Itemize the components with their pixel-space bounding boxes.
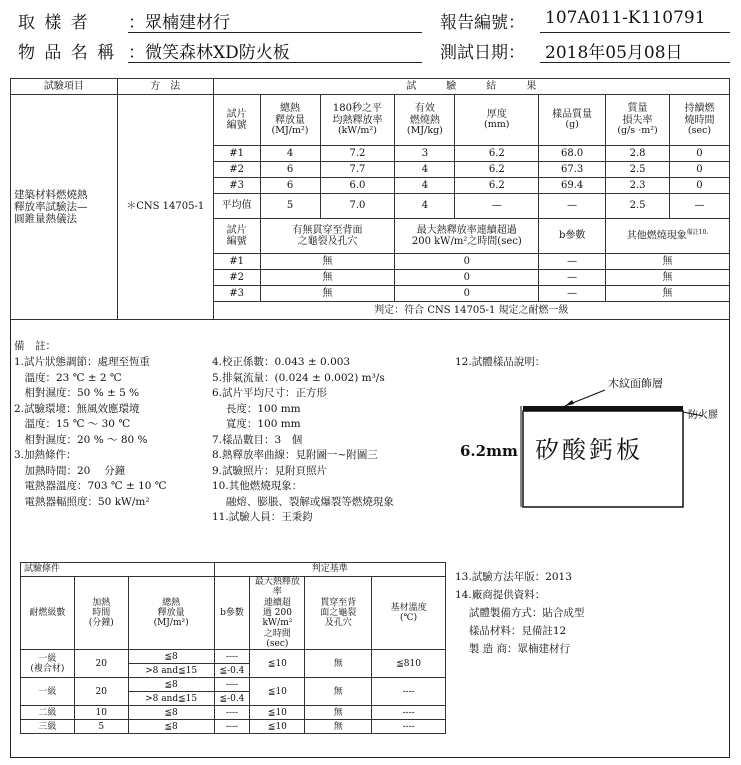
- criteria-header: 判定基準: [214, 563, 446, 577]
- table-cell: #2: [213, 270, 260, 286]
- text-line: 10.其他燃燒現象：: [212, 480, 303, 492]
- table-cell: 20: [74, 678, 128, 706]
- col-fire-grade: 耐燃級數: [21, 577, 75, 650]
- table-cell: 6: [260, 162, 320, 178]
- text-line: 編號: [226, 236, 247, 247]
- text-line: (分鐘): [88, 618, 114, 629]
- table-cell: 4: [395, 162, 455, 178]
- table-cell: —: [539, 254, 606, 270]
- text-line: 13.試驗方法年版：2013: [455, 571, 572, 583]
- table-cell: ≦8: [128, 720, 214, 734]
- sampler-value: ：眾楠建材行: [128, 13, 230, 33]
- table-cell: ≦-0.4: [214, 664, 250, 678]
- table-row: [21, 706, 446, 720]
- table-cell: 2.3: [606, 178, 670, 194]
- text-line: 樣品材料：見備註12: [455, 625, 567, 637]
- method-cell: ＊CNS 14705-1: [117, 95, 213, 320]
- text-line: 建築材料燃燒熱: [14, 188, 88, 201]
- table-cell: 無: [260, 286, 395, 302]
- text-line: 1.試片狀態調節：處理至恆重: [14, 356, 151, 368]
- table-cell: 3: [395, 146, 455, 162]
- table-cell: 無: [260, 270, 395, 286]
- table-cell: 一級: [21, 678, 75, 706]
- header-method: 方 法: [117, 79, 213, 95]
- text-line: 4.校正係數：0.043 ± 0.003: [212, 356, 351, 368]
- table-cell: >8 and≦15: [128, 664, 214, 678]
- col-heating-time: [74, 577, 128, 650]
- text-line: 5.排氣流量：(0.024 ± 0.002) m³/s: [212, 371, 385, 384]
- text-line: 11.試驗人員：王秉鈞: [212, 511, 313, 523]
- underline: [128, 32, 422, 33]
- text-line: 面之龜裂: [320, 608, 357, 619]
- text-line: 200 kW/m²之時間(sec): [411, 236, 522, 247]
- text-line: (kW/m²): [337, 125, 377, 137]
- decor-layer-label: 木紋面飾層: [608, 377, 663, 390]
- table-cell: 0: [669, 162, 729, 178]
- text-line: 圓錐量熱儀法: [14, 213, 77, 226]
- text-line: 相對濕度：20 % ～ 80 %: [14, 433, 148, 446]
- col-burning-duration: [669, 95, 729, 146]
- table-cell: 69.4: [539, 178, 606, 194]
- product-name-value: ：微笑森林XD防火板: [128, 43, 290, 63]
- text-line: 連續超: [263, 597, 291, 608]
- table-cell: #1: [213, 254, 260, 270]
- text-line: 製 造 商：眾楠建材行: [455, 643, 571, 655]
- text-line: 厚度: [486, 108, 507, 120]
- text-line: 其他燃燒現象: [626, 230, 687, 242]
- board-label: 矽酸鈣板: [535, 436, 643, 464]
- notes-left: [14, 355, 167, 510]
- table-cell: 5: [74, 720, 128, 734]
- table-cell: >8 and≦15: [128, 692, 214, 706]
- table-cell: 無: [606, 254, 730, 270]
- table-cell: —: [455, 194, 539, 219]
- col-mass-loss-rate: [606, 95, 670, 146]
- text-line: 試片: [226, 108, 247, 120]
- text-line: (sec): [687, 125, 712, 137]
- table-cell: ≦-0.4: [214, 692, 250, 706]
- test-item-cell: [11, 95, 118, 320]
- table-cell: #2: [213, 162, 260, 178]
- header-test-item: 試驗項目: [11, 79, 118, 95]
- text-line: (複合材): [30, 663, 65, 674]
- text-line: 過 200 kW/m²: [262, 608, 293, 629]
- text-line: 相對濕度：50 % ± 5 %: [14, 387, 140, 399]
- product-name-label: [18, 38, 116, 63]
- table-cell: —: [539, 286, 606, 302]
- table-cell: 4: [395, 194, 455, 219]
- text-line: 加熱: [92, 597, 111, 608]
- table-cell: 5: [260, 194, 320, 219]
- text-line: 3.加熱條件：: [14, 449, 77, 461]
- table-cell: 6.2: [455, 162, 539, 178]
- test-date-value: 2018年05月08日: [545, 43, 683, 63]
- table-cell: 67.3: [539, 162, 606, 178]
- thickness-label: 6.2mm: [460, 442, 518, 460]
- text-line: 試體製備方式：貼合成型: [455, 607, 585, 619]
- table-cell: ≦810: [372, 650, 446, 678]
- text-line: 試片: [226, 224, 247, 236]
- table-cell: 無: [305, 706, 372, 720]
- table-cell: 6.2: [455, 146, 539, 162]
- table-cell: ----: [372, 706, 446, 720]
- text-line: (sec): [266, 639, 289, 650]
- text-line: 樣品質量: [552, 108, 593, 120]
- text-line: 燒時間: [684, 114, 715, 126]
- text-line: 8.熱釋放率曲線：見附圖一~附圖三: [212, 449, 378, 461]
- text-line: 最大熱釋放率: [254, 577, 300, 598]
- table-cell: ≦8: [128, 678, 214, 692]
- text-line: 2.試驗環境：無風效應環境: [14, 402, 140, 415]
- table-cell: ----: [214, 720, 250, 734]
- test-date-label: 測試日期：: [440, 43, 525, 63]
- underline: [128, 62, 422, 63]
- col-b-param: b參數: [214, 577, 250, 650]
- adhesive-label: 防火膠: [688, 410, 718, 421]
- text-line: 及孔穴: [324, 618, 352, 629]
- text-line: 溫度：23 ℃ ± 2 ℃: [14, 371, 122, 384]
- col-thickness: [455, 95, 539, 146]
- col-total-heat-release: [260, 95, 320, 146]
- table-cell: ≦8: [128, 650, 214, 664]
- text-line: 融熔、膨脹、裂解或爆裂等燃燒現象: [212, 495, 394, 508]
- header-test-result: 試 驗 結 果: [213, 79, 729, 95]
- text-line: 物 品 名 稱: [18, 43, 117, 63]
- text-line: 之龜裂及孔穴: [297, 236, 358, 247]
- table-cell: 無: [305, 650, 372, 678]
- text-line: 備註10.: [686, 229, 709, 237]
- sample-description-title: 12.試體樣品說明：: [455, 356, 546, 368]
- table-cell: ----: [214, 678, 250, 692]
- table-cell: #3: [213, 286, 260, 302]
- col-total-heat: [128, 577, 214, 650]
- report-number-label: 報告編號：: [440, 13, 525, 33]
- notes-middle: [212, 355, 394, 526]
- table-cell: 平均值: [213, 194, 260, 219]
- table-cell: 6.0: [320, 178, 395, 194]
- table-cell: 7.7: [320, 162, 395, 178]
- text-line: (℃): [400, 613, 418, 624]
- fire-rating-standards-table: [20, 562, 446, 734]
- text-line: 電熱器輻照度：50 kW/m²: [14, 495, 150, 508]
- text-line: 貫穿至背: [320, 597, 357, 608]
- text-line: (g/s ·m²): [617, 125, 658, 137]
- table-cell: 無: [305, 678, 372, 706]
- text-line: (MJ/m²): [153, 618, 189, 629]
- table-cell: 無: [305, 720, 372, 734]
- text-line: 釋放量: [275, 114, 306, 126]
- text-line: 電熱器溫度：703 ℃ ± 10 ℃: [14, 480, 167, 492]
- table-cell: ----: [372, 720, 446, 734]
- table-cell: ≦8: [128, 706, 214, 720]
- col-other-phenomena: [606, 219, 730, 254]
- text-line: 一級: [38, 653, 57, 664]
- report-number-value: 107A011-K110791: [545, 8, 706, 28]
- text-line: 損失率: [622, 114, 653, 126]
- table-cell: 0: [669, 178, 729, 194]
- text-line: 長度：100 mm: [212, 402, 301, 415]
- text-line: 之時間: [263, 628, 291, 639]
- col-substrate-temp: [372, 577, 446, 650]
- table-cell: ≦10: [250, 650, 305, 678]
- table-cell: ≦10: [250, 678, 305, 706]
- table-cell: 0: [395, 286, 539, 302]
- table-cell: 0: [395, 254, 539, 270]
- text-line: 總熱: [280, 103, 301, 115]
- col-effective-heat-combustion: [395, 95, 455, 146]
- text-line: 取 樣 者: [18, 13, 90, 33]
- text-line: 燃燒熱: [409, 114, 440, 126]
- col-specimen-no: [213, 95, 260, 146]
- table-row: [21, 678, 446, 692]
- text-line: 質量: [627, 103, 648, 115]
- text-line: 6.試片平均尺寸：正方形: [212, 387, 328, 399]
- col-cracks-holes: [260, 219, 395, 254]
- table-cell: —: [669, 194, 729, 219]
- text-line: (g): [565, 119, 579, 131]
- text-line: 加熱時間：20 分鐘: [14, 464, 126, 477]
- test-conditions-header: 試驗條件: [21, 563, 215, 577]
- table-cell: 二級: [21, 706, 75, 720]
- text-line: 14.廠商提供資料：: [455, 589, 546, 601]
- col-max-hrr-duration: [395, 219, 539, 254]
- table-cell: 68.0: [539, 146, 606, 162]
- underline: [540, 62, 730, 63]
- text-line: 有無貫穿至背面: [292, 224, 363, 236]
- table-cell: —: [539, 194, 606, 219]
- table-cell: 2.5: [606, 162, 670, 178]
- table-cell: ----: [214, 706, 250, 720]
- text-line: 7.樣品數目：3 個: [212, 433, 303, 446]
- table-cell: 7.0: [320, 194, 395, 219]
- text-line: 9.試驗照片：見附頁照片: [212, 464, 328, 477]
- text-line: (MJ/kg): [406, 125, 443, 137]
- col-sample-mass: [539, 95, 606, 146]
- table-cell: 10: [74, 706, 128, 720]
- table-cell: 2.8: [606, 146, 670, 162]
- col-cracks: [305, 577, 372, 650]
- text-line: 總熱: [162, 597, 181, 608]
- table-cell: ----: [214, 650, 250, 664]
- text-line: 釋放率試驗法—: [14, 200, 88, 213]
- table-cell: 無: [606, 286, 730, 302]
- table-cell: 無: [606, 270, 730, 286]
- text-line: 均熱釋放率: [332, 114, 383, 126]
- text-line: 180秒之平: [332, 103, 382, 115]
- table-cell: 0: [395, 270, 539, 286]
- notes-title: 備 註：: [14, 340, 56, 352]
- underline: [540, 32, 730, 33]
- table-cell: 4: [395, 178, 455, 194]
- test-results-table: [10, 78, 730, 320]
- text-line: (MJ/m²): [271, 125, 309, 137]
- table-cell: 7.2: [320, 146, 395, 162]
- text-line: 寬度：100 mm: [212, 418, 301, 430]
- text-line: 時間: [92, 608, 111, 619]
- col-specimen-no-2: [213, 219, 260, 254]
- notes-right: [455, 568, 584, 658]
- text-line: 編號: [226, 120, 247, 131]
- text-line: 持續燃: [684, 103, 715, 115]
- table-cell: 20: [74, 650, 128, 678]
- arrow-icon: [565, 400, 574, 406]
- sampler-label: [18, 8, 90, 33]
- col-b-parameter: b參數: [539, 219, 606, 254]
- table-cell: 6.2: [455, 178, 539, 194]
- table-cell: [21, 650, 75, 678]
- table-cell: #1: [213, 146, 260, 162]
- text-line: (mm): [484, 119, 510, 131]
- table-cell: ----: [372, 678, 446, 706]
- table-cell: ≦10: [250, 706, 305, 720]
- text-line: 釋放量: [157, 608, 185, 619]
- col-avg-heat-release-rate: [320, 95, 395, 146]
- text-line: 最大熱釋放率連續超過: [416, 224, 517, 236]
- table-cell: 三級: [21, 720, 75, 734]
- text-line: 基材溫度: [390, 602, 427, 613]
- table-cell: 0: [669, 146, 729, 162]
- table-cell: #3: [213, 178, 260, 194]
- text-line: 溫度：15 ℃ ～ 30 ℃: [14, 418, 131, 430]
- table-row: [21, 720, 446, 734]
- text-line: 有效: [414, 103, 435, 115]
- col-max-hrr: [250, 577, 305, 650]
- table-row: [21, 650, 446, 664]
- judgment-row: 判定：符合 CNS 14705-1 規定之耐燃一級: [213, 302, 729, 320]
- table-cell: 6: [260, 178, 320, 194]
- table-cell: 無: [260, 254, 395, 270]
- table-cell: 2.5: [606, 194, 670, 219]
- table-cell: 4: [260, 146, 320, 162]
- table-cell: ≦10: [250, 720, 305, 734]
- table-cell: —: [539, 270, 606, 286]
